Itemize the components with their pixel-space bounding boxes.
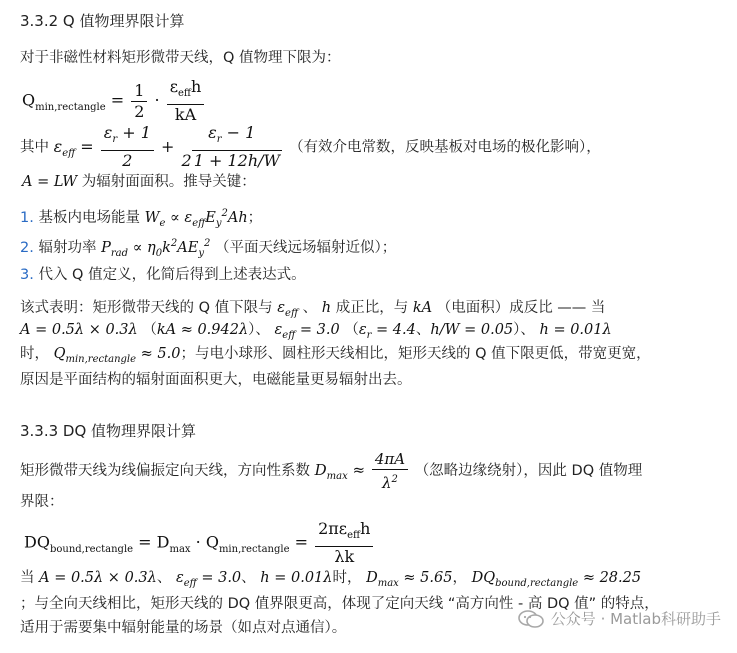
s2-line-3 — [20, 568, 641, 594]
text: 成正比，与 — [335, 300, 409, 316]
text: （ — [344, 322, 359, 338]
intro-text: 对于非磁性材料矩形微带天线，Q 值物理下限为： — [20, 50, 341, 66]
text: 、 — [156, 570, 172, 586]
eff-note: （有效介电常数，反映基板对电场的极化影响）， — [289, 139, 601, 156]
formula: $\varepsilon_{eff} = 3.0$ — [274, 322, 340, 341]
step-number: 3. — [20, 267, 34, 283]
step-tail: ； — [247, 209, 263, 226]
text: 、 — [415, 322, 431, 338]
formula: $\varepsilon_{eff}$ — [277, 300, 299, 319]
eff-formula: $\varepsilon_{eff}$ = $\frac{\varepsilon_r + 1}{2}$ + $\frac{\varepsilon_r - 1}{2 1 + 12h/W}$ — [53, 123, 280, 171]
formula: h = 0.01λ — [260, 570, 333, 586]
formula: A = 0.5λ × 0.3λ — [39, 570, 157, 586]
text: 、 — [302, 300, 318, 316]
formula: kA ≈ 0.942λ — [156, 322, 249, 338]
text: 矩形微带天线为线偏振定向天线，方向性系数 — [20, 463, 310, 479]
eff-definition-line — [20, 124, 601, 174]
step-text: 代入 Q 值定义，化简后得到上述表达式。 — [38, 267, 306, 283]
text: 当 — [20, 570, 35, 586]
s2-line-2: 界限： — [20, 494, 64, 510]
area-formula: A = LW — [22, 174, 78, 190]
dmax-formula: $D_{max}$ ≈ $\frac{4\pi A}{\lambda^2}$ — [315, 461, 410, 479]
formula: $\varepsilon_{eff} = 3.0$ — [175, 570, 242, 589]
step-formula: $W_e \propto \varepsilon_{eff}E_y^2Ah$ — [144, 208, 248, 229]
formula: $DQ_{bound,rectangle} \approx 28.25$ — [471, 570, 642, 589]
step-tail: （平面天线远场辐射近似）； — [214, 239, 397, 256]
text: （ — [142, 322, 157, 338]
qmin-equation: $Q_{min,rectangle}$ = $\frac{1}{2}$ · $\frac{\varepsilon_{eff}h}{kA}$ — [22, 78, 206, 124]
text: 、 — [241, 570, 256, 586]
formula: $D_{max} \approx 5.65$ — [366, 570, 453, 589]
formula: kA — [412, 300, 433, 316]
formula: $\varepsilon_r = 4.4$ — [358, 322, 416, 341]
para-line-2 — [20, 320, 612, 346]
step-text: 基板内电场能量 — [38, 209, 140, 226]
formula: h = 0.01λ — [539, 322, 612, 338]
text: 时， — [20, 346, 49, 362]
watermark-text: 公众号 · Matlab科研助手 — [550, 610, 721, 628]
s2-line-4: ；与全向天线相比，矩形天线的 DQ 值界限更高，体现了定向天线 “高方向性 - 高 DQ 值” 的特点， — [20, 596, 659, 612]
text: 该式表明：矩形微带天线的 Q 值下限与 — [20, 300, 273, 316]
section-heading-3-3-2: 3.3.2 Q 值物理界限计算 — [20, 12, 185, 30]
watermark — [517, 608, 721, 629]
text: ；与电小球形、圆柱形天线相比，矩形天线的 Q 值下限更低，带宽更宽， — [180, 346, 651, 362]
step-3 — [20, 265, 306, 285]
formula: h — [321, 300, 332, 316]
step-number: 1. — [20, 209, 34, 226]
text: ， — [452, 570, 467, 586]
s2-line-5: 适用于需要集中辐射能量的场景（如点对点通信）。 — [20, 620, 347, 636]
eff-prefix: 其中 — [20, 139, 49, 156]
wechat-icon — [517, 609, 545, 629]
text: ）、 — [248, 322, 270, 338]
step-2 — [20, 234, 396, 264]
step-formula: $P_{rad} \propto \eta_0k^2AE_y^2$ — [101, 238, 211, 259]
section-heading-3-3-3: 3.3.3 DQ 值物理界限计算 — [20, 422, 197, 440]
area-text: 为辐射面面积。推导关键： — [81, 174, 256, 190]
formula: $Q_{min,rectangle} \approx 5.0$ — [53, 346, 181, 365]
area-line — [22, 172, 256, 192]
formula: h/W = 0.05 — [430, 322, 514, 338]
s2-line-1 — [20, 448, 642, 499]
text: ）、 — [513, 322, 535, 338]
step-1 — [20, 204, 262, 234]
text: 时， — [332, 570, 362, 586]
step-number: 2. — [20, 239, 34, 256]
formula: A = 0.5λ × 0.3λ — [20, 322, 138, 338]
para-line-4: 原因是平面结构的辐射面面积更大，电磁能量更易辐射出去。 — [20, 372, 412, 388]
step-text: 辐射功率 — [38, 239, 97, 256]
para-line-3 — [20, 344, 651, 370]
text: （电面积）成反比 —— 当 — [436, 300, 606, 316]
dq-equation: $DQ_{bound,rectangle} = D_{max} \cdot Q_{min,rectangle}$ = $\frac{2\pi\varepsilon_{eff}h}{\lambda k}$ — [24, 520, 375, 566]
text: （忽略边缘绕射），因此 DQ 值物理 — [414, 463, 643, 479]
